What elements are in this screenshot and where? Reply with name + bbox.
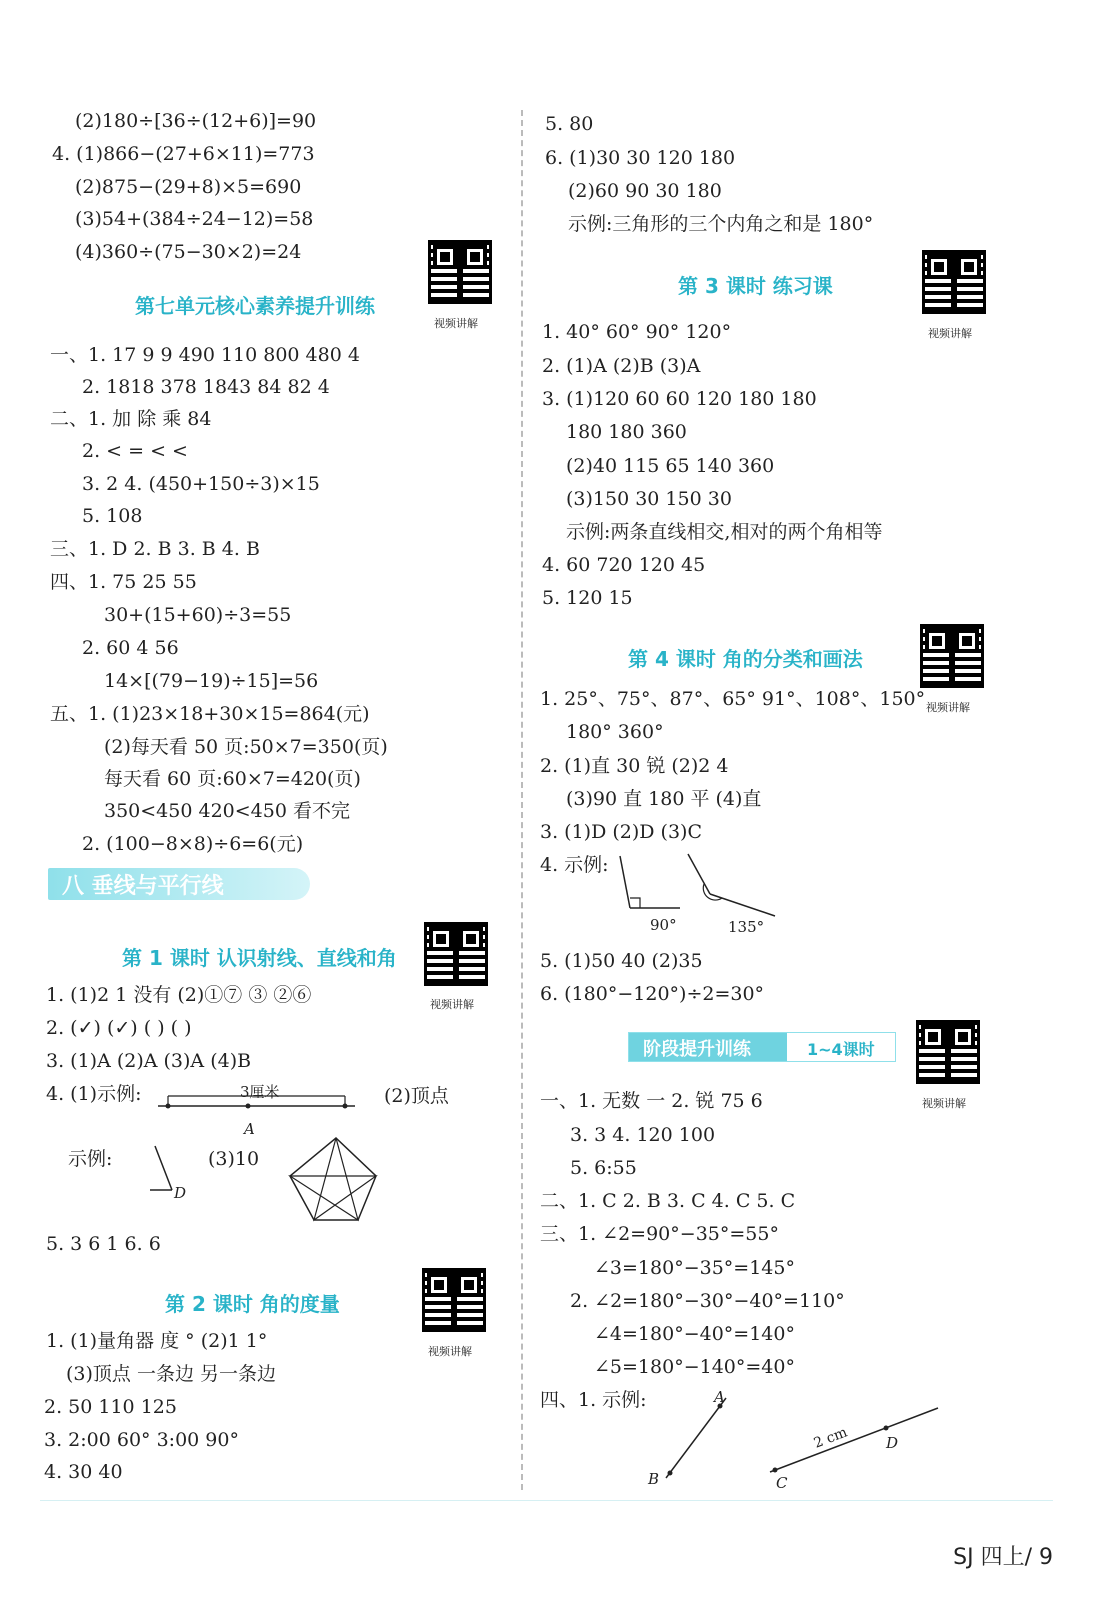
answer-line: (4)360÷(75−30×2)=24 bbox=[75, 241, 302, 263]
angle-figures bbox=[610, 850, 790, 940]
chapter-banner bbox=[48, 868, 310, 900]
point-a bbox=[246, 1104, 251, 1109]
answer-line: 2. 1818 378 1843 84 82 4 bbox=[82, 376, 330, 398]
answer-line: 3. (1)120 60 60 120 180 180 bbox=[542, 388, 817, 410]
answer-line: 3. 3 4. 120 100 bbox=[570, 1124, 716, 1146]
answer-line: (3)顶点 一条边 另一条边 bbox=[66, 1363, 276, 1385]
answer-line: 4. (1)示例: bbox=[46, 1083, 142, 1105]
chapter-title: 八 垂线与平行线 bbox=[62, 874, 224, 899]
qr-caption: 视频讲解 bbox=[922, 1097, 966, 1110]
angle-ray bbox=[688, 854, 710, 894]
answer-line: (3)90 直 180 平 (4)直 bbox=[566, 788, 762, 810]
answer-line: 1. 40° 60° 90° 120° bbox=[542, 321, 732, 343]
answer-line: 2. 60 4 56 bbox=[82, 637, 179, 659]
answer-line: 4. (1)866−(27+6×11)=773 bbox=[52, 143, 315, 165]
footer-rule bbox=[40, 1500, 1053, 1501]
answer-line: 3. (1)A (2)A (3)A (4)B bbox=[46, 1050, 252, 1072]
lesson-title: 第 2 课时 角的度量 bbox=[165, 1292, 340, 1316]
answer-line: ∠3=180°−35°=145° bbox=[594, 1257, 795, 1279]
angle-label: 90° bbox=[650, 916, 677, 934]
length-label: 3厘米 bbox=[240, 1083, 280, 1101]
lesson-title: 第 1 课时 认识射线、直线和角 bbox=[122, 946, 397, 970]
point-b bbox=[668, 1471, 673, 1476]
answer-line: 五、1. (1)23×18+30×15=864(元) bbox=[50, 703, 370, 725]
answer-line: 5. 80 bbox=[545, 113, 594, 135]
answer-line: 3. 2:00 60° 3:00 90° bbox=[44, 1429, 239, 1451]
qr-code[interactable] bbox=[428, 240, 492, 304]
answer-line: 示例:两条直线相交,相对的两个角相等 bbox=[566, 521, 883, 543]
answer-line: 5. 108 bbox=[82, 505, 143, 527]
answer-line: 三、1. ∠2=90°−35°=55° bbox=[540, 1223, 779, 1245]
segment-ab bbox=[666, 1398, 726, 1478]
stage-range: 1~4课时 bbox=[807, 1040, 875, 1059]
point-label: A bbox=[714, 1388, 725, 1406]
lesson-title: 第 3 课时 练习课 bbox=[678, 274, 833, 298]
answer-line: 30+(15+60)÷3=55 bbox=[104, 604, 292, 626]
answer-line: 1. 25°、75°、87°、65° 91°、108°、150° bbox=[540, 688, 926, 710]
qr-caption: 视频讲解 bbox=[430, 998, 474, 1011]
answer-line: 示例: bbox=[68, 1148, 113, 1170]
answer-line: 2. (✓) (✓) ( ) ( ) bbox=[46, 1017, 192, 1039]
qr-code[interactable] bbox=[922, 250, 986, 314]
angle-label: 135° bbox=[728, 918, 765, 936]
answer-line: 2. (100−8×8)÷6=6(元) bbox=[82, 833, 304, 855]
right-angle-mark bbox=[630, 898, 640, 908]
page-number: SJ 四上/ 9 bbox=[953, 1545, 1053, 1570]
answer-line: 2. 50 110 125 bbox=[44, 1396, 177, 1418]
point-d bbox=[884, 1426, 889, 1431]
answer-line: (2)875−(29+8)×5=690 bbox=[75, 176, 302, 198]
answer-line: 4. 60 720 120 45 bbox=[542, 554, 706, 576]
point-label: D bbox=[174, 1184, 187, 1202]
point-c bbox=[773, 1468, 778, 1473]
answer-line: 180 180 360 bbox=[566, 421, 687, 443]
answer-line: 2. ∠2=180°−30°−40°=110° bbox=[570, 1290, 845, 1312]
answer-line: (2)60 90 30 180 bbox=[568, 180, 722, 202]
answer-line: 180° 360° bbox=[566, 721, 664, 743]
answer-line: 每天看 60 页:60×7=420(页) bbox=[104, 768, 361, 790]
answer-line: 6. (1)30 30 120 180 bbox=[545, 147, 736, 169]
geometry-figures-left bbox=[150, 1080, 390, 1230]
answer-line: 2. < = < < bbox=[82, 440, 188, 462]
point-label: B bbox=[648, 1470, 660, 1488]
answer-line: ∠4=180°−40°=140° bbox=[594, 1323, 795, 1345]
line-cd bbox=[770, 1408, 938, 1472]
answer-line: 6. (180°−120°)÷2=30° bbox=[540, 983, 765, 1005]
answer-line: (2)顶点 bbox=[384, 1085, 449, 1107]
answer-line: 5. (1)50 40 (2)35 bbox=[540, 950, 703, 972]
answer-line: 二、1. C 2. B 3. C 4. C 5. C bbox=[540, 1190, 796, 1212]
qr-code[interactable] bbox=[920, 624, 984, 688]
answer-line: (2)40 115 65 140 360 bbox=[566, 455, 775, 477]
answer-line: (3)54+(384÷24−12)=58 bbox=[75, 208, 314, 230]
answer-line: (2)180÷[36÷(12+6)]=90 bbox=[75, 110, 317, 132]
column-divider bbox=[521, 110, 523, 1490]
answer-line: ∠5=180°−140°=40° bbox=[594, 1356, 795, 1378]
answer-line: 一、1. 17 9 9 490 110 800 480 4 bbox=[50, 344, 360, 366]
answer-line: 二、1. 加 除 乘 84 bbox=[50, 408, 212, 430]
answer-line: 14×[(79−19)÷15]=56 bbox=[104, 670, 319, 692]
lesson-title: 第 4 课时 角的分类和画法 bbox=[628, 647, 863, 671]
angle-ray bbox=[155, 1146, 172, 1190]
answer-line: 3. (1)D (2)D (3)C bbox=[540, 821, 702, 843]
qr-caption: 视频讲解 bbox=[428, 1345, 472, 1358]
answer-line: 5. 120 15 bbox=[542, 587, 633, 609]
answer-line: 四、1. 75 25 55 bbox=[50, 571, 197, 593]
point-label: D bbox=[886, 1434, 899, 1452]
qr-caption: 视频讲解 bbox=[434, 317, 478, 330]
qr-code[interactable] bbox=[422, 1268, 486, 1332]
point-label: C bbox=[776, 1474, 788, 1490]
section-title: 第七单元核心素养提升训练 bbox=[135, 294, 375, 318]
answer-line: 1. (1)量角器 度 ° (2)1 1° bbox=[46, 1330, 268, 1352]
answer-line: 3. 2 4. (450+150÷3)×15 bbox=[82, 473, 320, 495]
qr-code[interactable] bbox=[424, 922, 488, 986]
answer-line: 1. (1)2 1 没有 (2)①⑦ ③ ②⑥ bbox=[46, 984, 312, 1006]
stage-title: 阶段提升训练 bbox=[643, 1039, 751, 1060]
qr-caption: 视频讲解 bbox=[928, 327, 972, 340]
answer-line: 5. 6:55 bbox=[570, 1157, 637, 1179]
answer-line: 2. (1)直 30 锐 (2)2 4 bbox=[540, 755, 729, 777]
line-figures bbox=[630, 1384, 950, 1490]
answer-line: 示例:三角形的三个内角之和是 180° bbox=[568, 213, 874, 235]
answer-line: 5. 3 6 1 6. 6 bbox=[46, 1233, 161, 1255]
answer-line: 4. 30 40 bbox=[44, 1461, 123, 1483]
answer-line: 三、1. D 2. B 3. B 4. B bbox=[50, 538, 260, 560]
qr-caption: 视频讲解 bbox=[926, 701, 970, 714]
answer-line: 一、1. 无数 一 2. 锐 75 6 bbox=[540, 1090, 763, 1112]
answer-line: (3)10 bbox=[208, 1148, 260, 1170]
qr-code[interactable] bbox=[916, 1020, 980, 1084]
answer-line: 四、1. 示例: bbox=[540, 1389, 647, 1411]
angle-ray bbox=[620, 856, 630, 908]
stage-training-header bbox=[628, 1032, 896, 1062]
point-label: A bbox=[244, 1120, 255, 1138]
answer-line: 350<450 420<450 看不完 bbox=[104, 800, 350, 822]
answer-line: (3)150 30 150 30 bbox=[566, 488, 732, 510]
answer-line: 2. (1)A (2)B (3)A bbox=[542, 355, 701, 377]
answer-line: 4. 示例: bbox=[540, 854, 609, 876]
answer-line: (2)每天看 50 页:50×7=350(页) bbox=[104, 736, 388, 758]
angle-ray bbox=[710, 894, 775, 916]
length-label: 2 cm bbox=[811, 1424, 850, 1452]
